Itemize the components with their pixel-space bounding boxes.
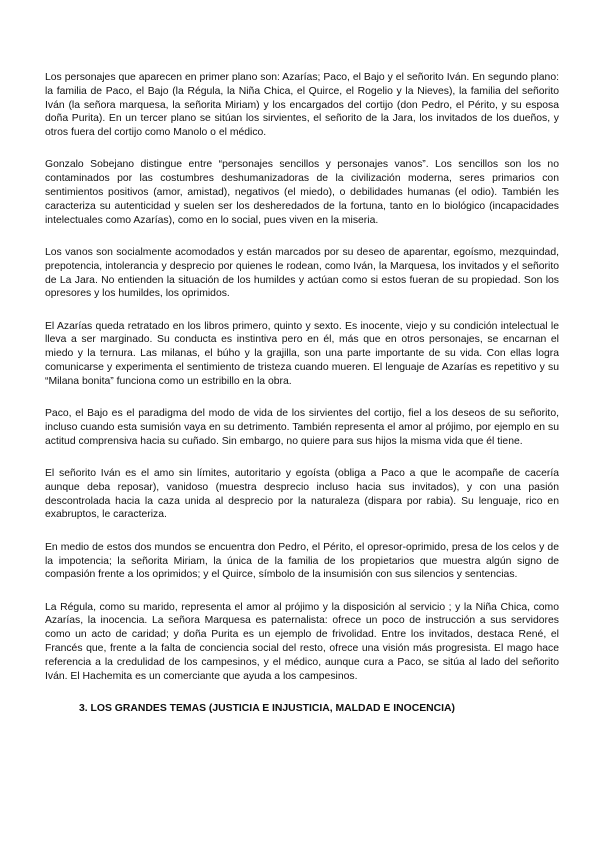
document-page bbox=[45, 71, 559, 716]
paragraph-don-pedro: En medio de estos dos mundos se encuentra don Pedro, el Périto, el opresor-oprimido, presa de los celos y de la impotencia; la señorita Miriam, la única de la familia de los propietarios que muestra algún signo de compasión frente a los oprimidos; y el Quirce, símbolo de la insumisión con sus silencios y sentencias. bbox=[45, 541, 559, 581]
paragraph-sobejano: Gonzalo Sobejano distingue entre “personajes sencillos y personajes vanos”. Los sencillos son los no contaminados por las costumbres deshumanizadoras de la civilización moderna, seres primarios con sentimientos positivos (amor, amistad), negativos (el miedo), o debilidades humanas (el odio). También les caracteriza su autenticidad y suelen ser los desheredados de la fortuna, tanto en lo biológico (incapacidades intelectuales como Azarías), como en lo social, pues viven en la miseria. bbox=[45, 159, 559, 226]
paragraph-characters-overview: Los personajes que aparecen en primer plano son: Azarías; Paco, el Bajo y el señorito Iván. En segundo plano: la familia de Paco, el Bajo (la Régula, la Niña Chica, el Quirce, el Rogelio y la Nieves), la familia del señorito Iván (la señora marquesa, la señorita Miriam) y los encargados del cortijo (don Pedro, el Périto, y su esposa doña Purita). En un tercer plano se sitúan los sirvientes, el señorito de la Jara, los invitados de los dueños, y otros fuera del cortijo como Manolo o el médico. bbox=[45, 72, 559, 139]
paragraph-azarias: El Azarías queda retratado en los libros primero, quinto y sexto. Es inocente, viejo y su condición intelectual le lleva a ser marginado. Su conducta es instintiva pero en él, más que en otros personajes, se encarnan el miedo y la ternura. Las milanas, el búho y la grajilla, son una parte importante de su vida. Con ellas logra comunicarse y experimenta el sentimiento de tristeza cuando mueren. El lenguaje de Azarías es repetitivo y su “Milana bonita” funciona como un estribillo en la obra. bbox=[45, 320, 559, 387]
paragraph-paco: Paco, el Bajo es el paradigma del modo de vida de los sirvientes del cortijo, fiel a los deseos de su señorito, incluso cuando esta sumisión vaya en su detrimento. También representa el amor al prójimo, por ejemplo en su actitud comprensiva hacia su cuñado. Sin embargo, no quiere para sus hijos la misma vida que él tiene. bbox=[45, 408, 559, 447]
paragraph-ivan: El señorito Iván es el amo sin límites, autoritario y egoísta (obliga a Paco a que le acompañe de cacería aunque deba reposar), vanidoso (muestra desprecio incluso hacia sus invitados), y con una pasión descontrolada hacia la caza unida al desprecio por la naturaleza (dispara por rabia). Su lenguaje, rico en exabruptos, le caracteriza. bbox=[45, 468, 559, 521]
paragraph-regula: La Régula, como su marido, representa el amor al prójimo y la disposición al servicio ; y la Niña Chica, como Azarías, la inocencia. La señora Marquesa es paternalista: ofrece un poco de instrucción a sus servidores como un acto de caridad; y doña Purita es un ejemplo de frivolidad. Entre los invitados, destaca René, el Francés que, frente a la falta de conciencia social del resto, ofrece una visión más progresista. El mago hace referencia a la credulidad de los campesinos, y el médico, aunque cura a Paco, se sitúa al lado del señorito Iván. El Hachemita es un comerciante que ayuda a los campesinos. bbox=[45, 601, 559, 682]
section-heading: 3. LOS GRANDES TEMAS (JUSTICIA E INJUSTICIA, MALDAD E INOCENCIA) bbox=[79, 702, 456, 714]
paragraph-vanos: Los vanos son socialmente acomodados y están marcados por su deseo de aparentar, egoísmo, mezquindad, prepotencia, intolerancia y desprecio por quienes le rodean, como Iván, la Marquesa, los invitados y el señorito de La Jara. No entienden la situación de los humildes y actúan como si estos fueran de su propiedad. Son los opresores y los humildes, los oprimidos. bbox=[45, 246, 559, 300]
